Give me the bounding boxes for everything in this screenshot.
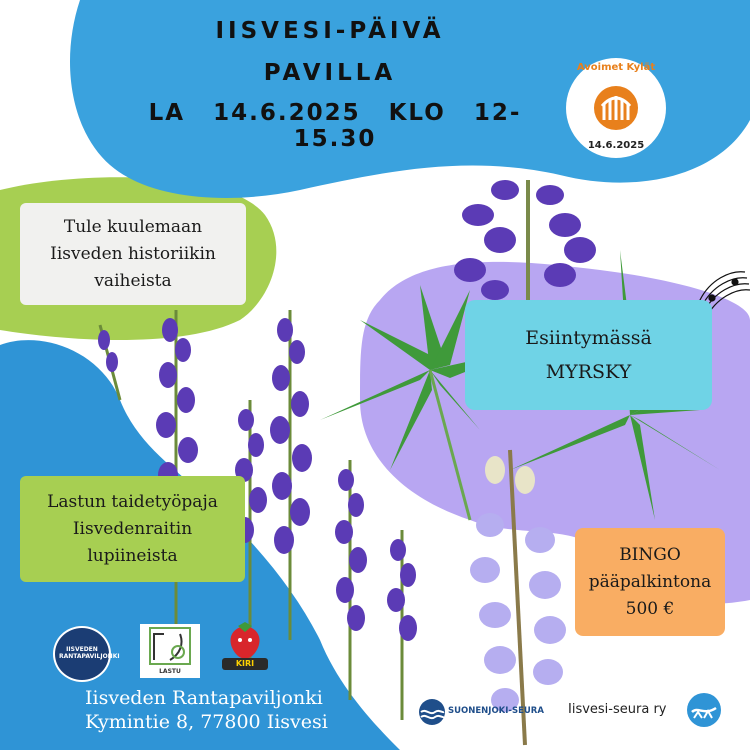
badge-date: 14.6.2025 [587,140,645,151]
rantapaviljonki-logo-text: IISVEDEN RANTAPAVILJONKI [59,646,120,660]
event-location-title: PAVILLA [263,60,397,86]
workshop-box [20,476,245,582]
bingo-line: pääpalkintona [588,571,712,592]
venue-address: Kymintie 8, 77800 Iisvesi [85,711,328,733]
strawberry-icon [222,620,268,660]
bingo-box [575,528,725,636]
suonenjoki-logo-text: SUONENJOKI-SEURA [448,706,544,716]
iisvesi-seura-logo [568,690,728,730]
suonenjoki-seura-logo [418,698,544,726]
rantapaviljonki-logo [53,626,120,682]
history-box [20,203,246,305]
badge-title: Avoimet Kylät [576,62,656,73]
workshop-line: Iisvedenraitin [72,518,193,539]
workshop-line: Lastun taidetyöpaja [47,491,218,512]
venue-name: Iisveden Rantapaviljonki [85,687,323,709]
bingo-line: BINGO [619,544,681,565]
history-line: Iisveden historiikin [50,243,216,264]
bingo-line: 500 € [625,598,675,619]
music-box [465,300,712,410]
lastu-emblem-icon [140,624,200,668]
kiri-logo-text: KIRI [222,658,268,670]
suonenjoki-wave-icon [418,698,446,726]
avoimet-kylat-badge [564,56,668,160]
music-line: MYRSKY [545,361,632,383]
iisvesi-seura-logo-text: Iisvesi-seura ry [568,702,667,717]
iisvesi-seura-emblem-icon [686,692,722,728]
lastu-logo [140,624,200,678]
history-line: Tule kuulemaan [63,216,203,237]
event-title: IISVESI-PÄIVÄ [215,18,445,44]
music-line: Esiintymässä [525,327,652,349]
history-line: vaiheista [94,270,172,291]
event-date-time: LA 14.6.2025 KLO 12-15.30 [148,100,522,152]
kiri-logo [222,620,268,680]
lastu-logo-text: LASTU [159,668,181,675]
workshop-line: lupiineista [87,545,178,566]
venue-info [85,686,328,734]
